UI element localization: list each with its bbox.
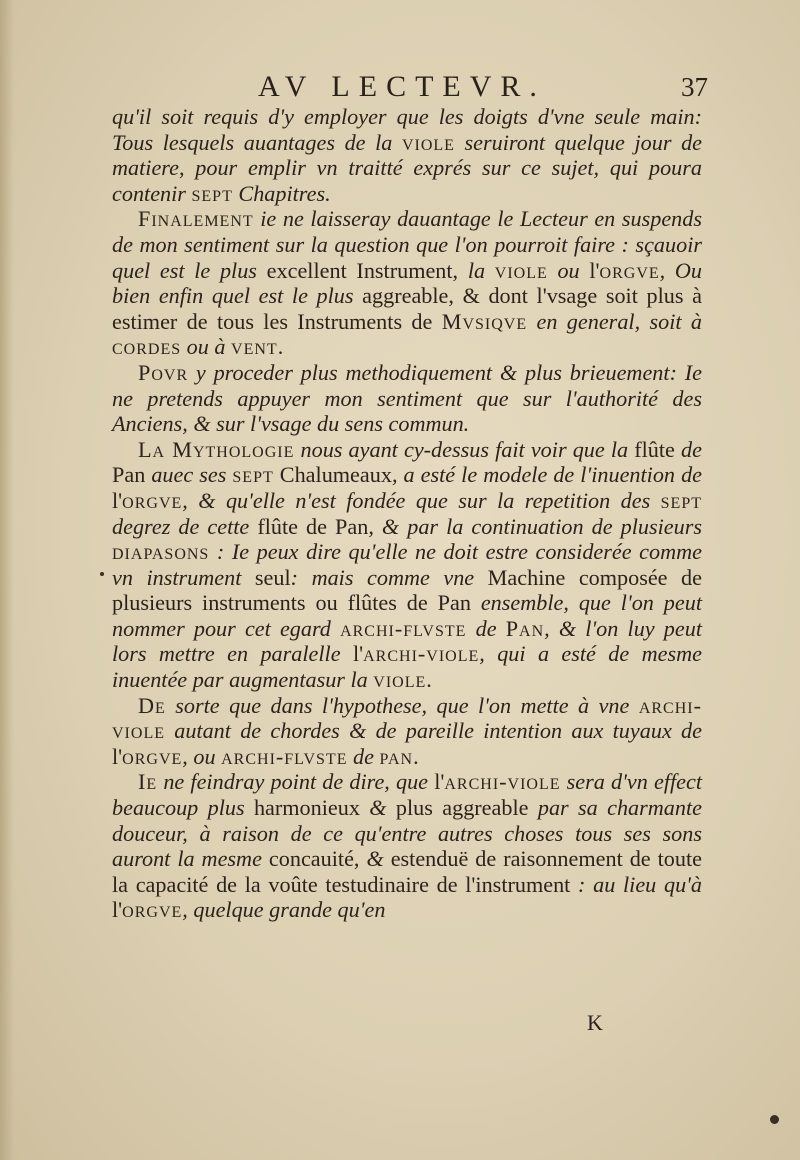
text-run: , Ou bien enfin quel est le plus (112, 257, 703, 309)
text-run: cordes (112, 334, 182, 360)
text-run: , quelque grande qu'en (182, 897, 386, 923)
paragraph (112, 360, 702, 437)
text-run: y proceder plus methodiquement & plus brieuement: Ie ne pretends appuyer mon sentiment que sur l'authorité des Anciens, & sur l'vsage du sens commun. (112, 359, 702, 437)
text-run: concauité, (268, 846, 367, 872)
text-run: orgve (122, 487, 183, 513)
text-run: seul (254, 564, 291, 590)
text-run: Ie (138, 769, 158, 795)
text-run: La Mythologie (138, 436, 295, 462)
text-run: qu'il soit requis d'y employer que les doigts d'vne seule main: Tous lesquels auantages de la (112, 104, 702, 155)
paragraph (112, 693, 702, 770)
text-run: l' (112, 743, 123, 769)
text-run: sera d'vn effect beaucoup plus (112, 769, 703, 821)
text-run: ensemble, que l'on peut nommer pour cet egard (112, 590, 702, 641)
text-run: Pan (112, 462, 152, 488)
text-run: archi-viole (112, 692, 702, 744)
paragraph (112, 769, 702, 923)
text-run: . (413, 743, 419, 769)
page-number: 37 (681, 72, 708, 102)
text-run: sorte que dans l'hypothese, que l'on mette à vne (165, 692, 639, 718)
text-run: aggreable, & dont l'vsage soit plus à estimer de tous les Instruments de (112, 283, 702, 334)
text-run: Chapitres. (232, 180, 331, 206)
text-run: archi-viole (363, 641, 480, 667)
text-run: orgve (122, 897, 183, 923)
text-run: vent (231, 334, 278, 360)
text-run: sept (660, 487, 702, 513)
text-run: de (466, 615, 506, 641)
text-run: : au lieu qu'à (578, 871, 703, 897)
text-run: Mvsiqve (441, 308, 528, 334)
text-run: l' (352, 641, 364, 667)
text-run: ou à (181, 334, 232, 360)
paragraph (112, 437, 702, 693)
text-run: la (467, 257, 495, 283)
text-run: pan (379, 743, 414, 769)
text-run: de (681, 436, 702, 462)
text-run: , & par la continuation de plusieurs (368, 513, 702, 539)
text-run: & (366, 846, 391, 872)
text-run: en general, soit à (527, 308, 702, 334)
catchword: K (587, 1010, 603, 1035)
ink-spot (100, 572, 104, 576)
text-run: orgve (599, 257, 660, 283)
text-run: flûte (634, 436, 682, 462)
text-run: . (426, 667, 432, 693)
text-run: par sa charmante douceur, à raison de ce qu'entre autres choses tous ses sons auront la mesme (112, 795, 702, 872)
text-run: viole (494, 257, 548, 283)
text-run: diapasons (112, 539, 210, 565)
body-text (112, 104, 702, 923)
text-run: plus aggreable (395, 795, 538, 821)
text-run: , & qu'elle n'est fondée que sur la repetition des (182, 487, 661, 513)
text-run: & (369, 795, 396, 821)
text-run: , a esté le modele de l'inuention de (391, 462, 703, 488)
text-run: l' (112, 897, 123, 923)
text-run: , ou (182, 743, 222, 769)
text-run: nous ayant cy-dessus fait voir que la (294, 436, 635, 462)
text-run: sept (232, 462, 274, 488)
text-run: Chalumeaux (273, 462, 392, 488)
text-run: estenduë de raisonnement de toute la capacité de la voûte testudinaire de l'instrument (112, 846, 702, 897)
text-run: de (347, 743, 380, 769)
running-title: AV LECTEVR. (258, 70, 546, 103)
text-run: . (277, 334, 284, 360)
text-run: viole (373, 667, 427, 693)
text-run: orgve (122, 743, 183, 769)
paragraph (112, 206, 702, 360)
text-run: harmonieux (253, 795, 370, 821)
text-run: , qui a esté de mesme inuentée par augmentasur la (112, 641, 702, 693)
text-run: : Ie peux dire qu'elle ne doit estre considerée comme vn instrument (112, 539, 702, 590)
paragraph (112, 104, 702, 206)
text-run: De (138, 692, 166, 718)
text-run: Finalement (138, 206, 254, 232)
text-run: : mais comme vne (290, 564, 488, 590)
text-run: excellent Instrument, (266, 257, 468, 283)
text-run: archi-flvste (221, 743, 348, 769)
text-run: Pan (505, 615, 545, 641)
text-run: seruiront quelque jour de matiere, pour emplir vn traitté exprés sur ce sujet, qui poura contenir (112, 129, 703, 206)
text-run: l' (434, 769, 445, 795)
text-run: viole (401, 129, 455, 155)
text-run: ne feindray point de dire, que (157, 769, 435, 795)
text-run: Povr (138, 359, 189, 385)
text-run: autant de chordes & de pareille intention aux tuyaux de (164, 718, 702, 744)
text-run: auec ses (151, 462, 233, 488)
text-run: ou (547, 257, 590, 283)
text-run: degrez de cette (112, 513, 258, 539)
page-gutter-shadow (0, 0, 14, 1160)
text-run: l' (589, 257, 600, 283)
ink-spot (770, 1115, 779, 1124)
text-run: flûte de Pan (257, 513, 369, 539)
text-run: l' (112, 487, 123, 513)
text-run: archi-viole (444, 769, 561, 795)
text-run: archi-flvste (340, 615, 467, 641)
text-run: sept (191, 180, 233, 206)
text-run: ie ne laisseray dauantage le Lecteur en suspends de mon sentiment sur la question que l'on pourroit faire : sçauoir quel est le plus (112, 206, 702, 283)
text-run: , & l'on luy peut lors mettre en paralelle (112, 615, 702, 667)
text-run: Machine composée de plusieurs instruments ou flûtes de Pan (112, 564, 702, 616)
